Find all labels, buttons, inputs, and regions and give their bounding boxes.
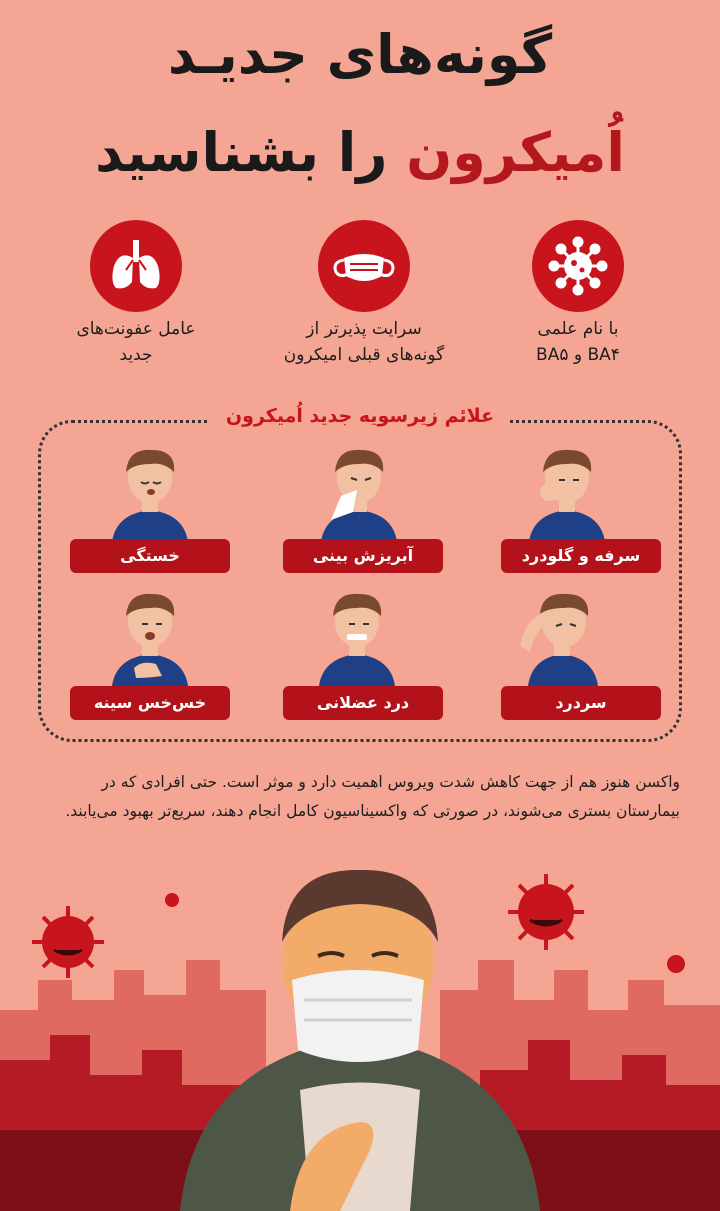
headache-person-illustration [516,586,608,686]
city-scene-illustration [0,860,720,1211]
mask-icon [318,220,410,312]
page-subtitle [0,121,720,184]
wheezing-person-illustration [104,586,196,686]
muscle-pain-person-illustration [311,586,403,686]
feature-line: BA۴ و BA۵ [536,345,620,365]
virus-small-icon [165,893,179,907]
symptom-runny-nose: آبریزش بینی [283,539,443,573]
runny-nose-person-illustration [313,442,405,542]
symptom-cough: سرفه و گلودرد [501,539,661,573]
lungs-icon [90,220,182,312]
virus-right-icon [508,874,584,950]
tired-person-illustration [104,442,196,542]
feature-line: با نام علمی [537,319,619,339]
feature-line: عامل عفونت‌های [76,319,196,339]
feature-text-infection [21,316,251,368]
feature-line: جدید [119,345,153,365]
symptom-headache: سردرد [501,686,661,720]
feature-mask-circle [318,220,410,312]
symptom-muscle-pain: درد عضلانی [283,686,443,720]
symptom-fatigue: خستگی [70,539,230,573]
feature-line: گونه‌های قبلی امیکرون [283,345,445,365]
virus-small-icon [667,955,685,973]
vaccine-paragraph: واکسن هنوز هم از جهت کاهش شدت ویروس اهمیت دارد و موثر است. حتی افرادی که در بیمارستان بستری می‌شوند، در صورتی که واکسیناسیون کامل انجام دهند، سریع‌تر بهبود می‌یابند. [65,773,680,820]
feature-lungs-circle [90,220,182,312]
cough-person-illustration [521,442,613,542]
feature-text-transmission [249,316,479,368]
feature-virus-circle [532,220,624,312]
virus-icon [532,220,624,312]
page-title: گونه‌های جدیـد [167,23,553,86]
symptom-wheezing: خس‌خس سینه [70,686,230,720]
feature-line: سرایت پذیرتر از [306,319,422,339]
subtitle-rest: را بشناسید [95,121,388,184]
virus-left-icon [32,906,104,978]
symptoms-title: علائم زیرسویه جدید اُمیکرون [225,405,495,427]
feature-text-variant [463,316,693,368]
subtitle-highlight: اُمیکرون [406,121,625,184]
